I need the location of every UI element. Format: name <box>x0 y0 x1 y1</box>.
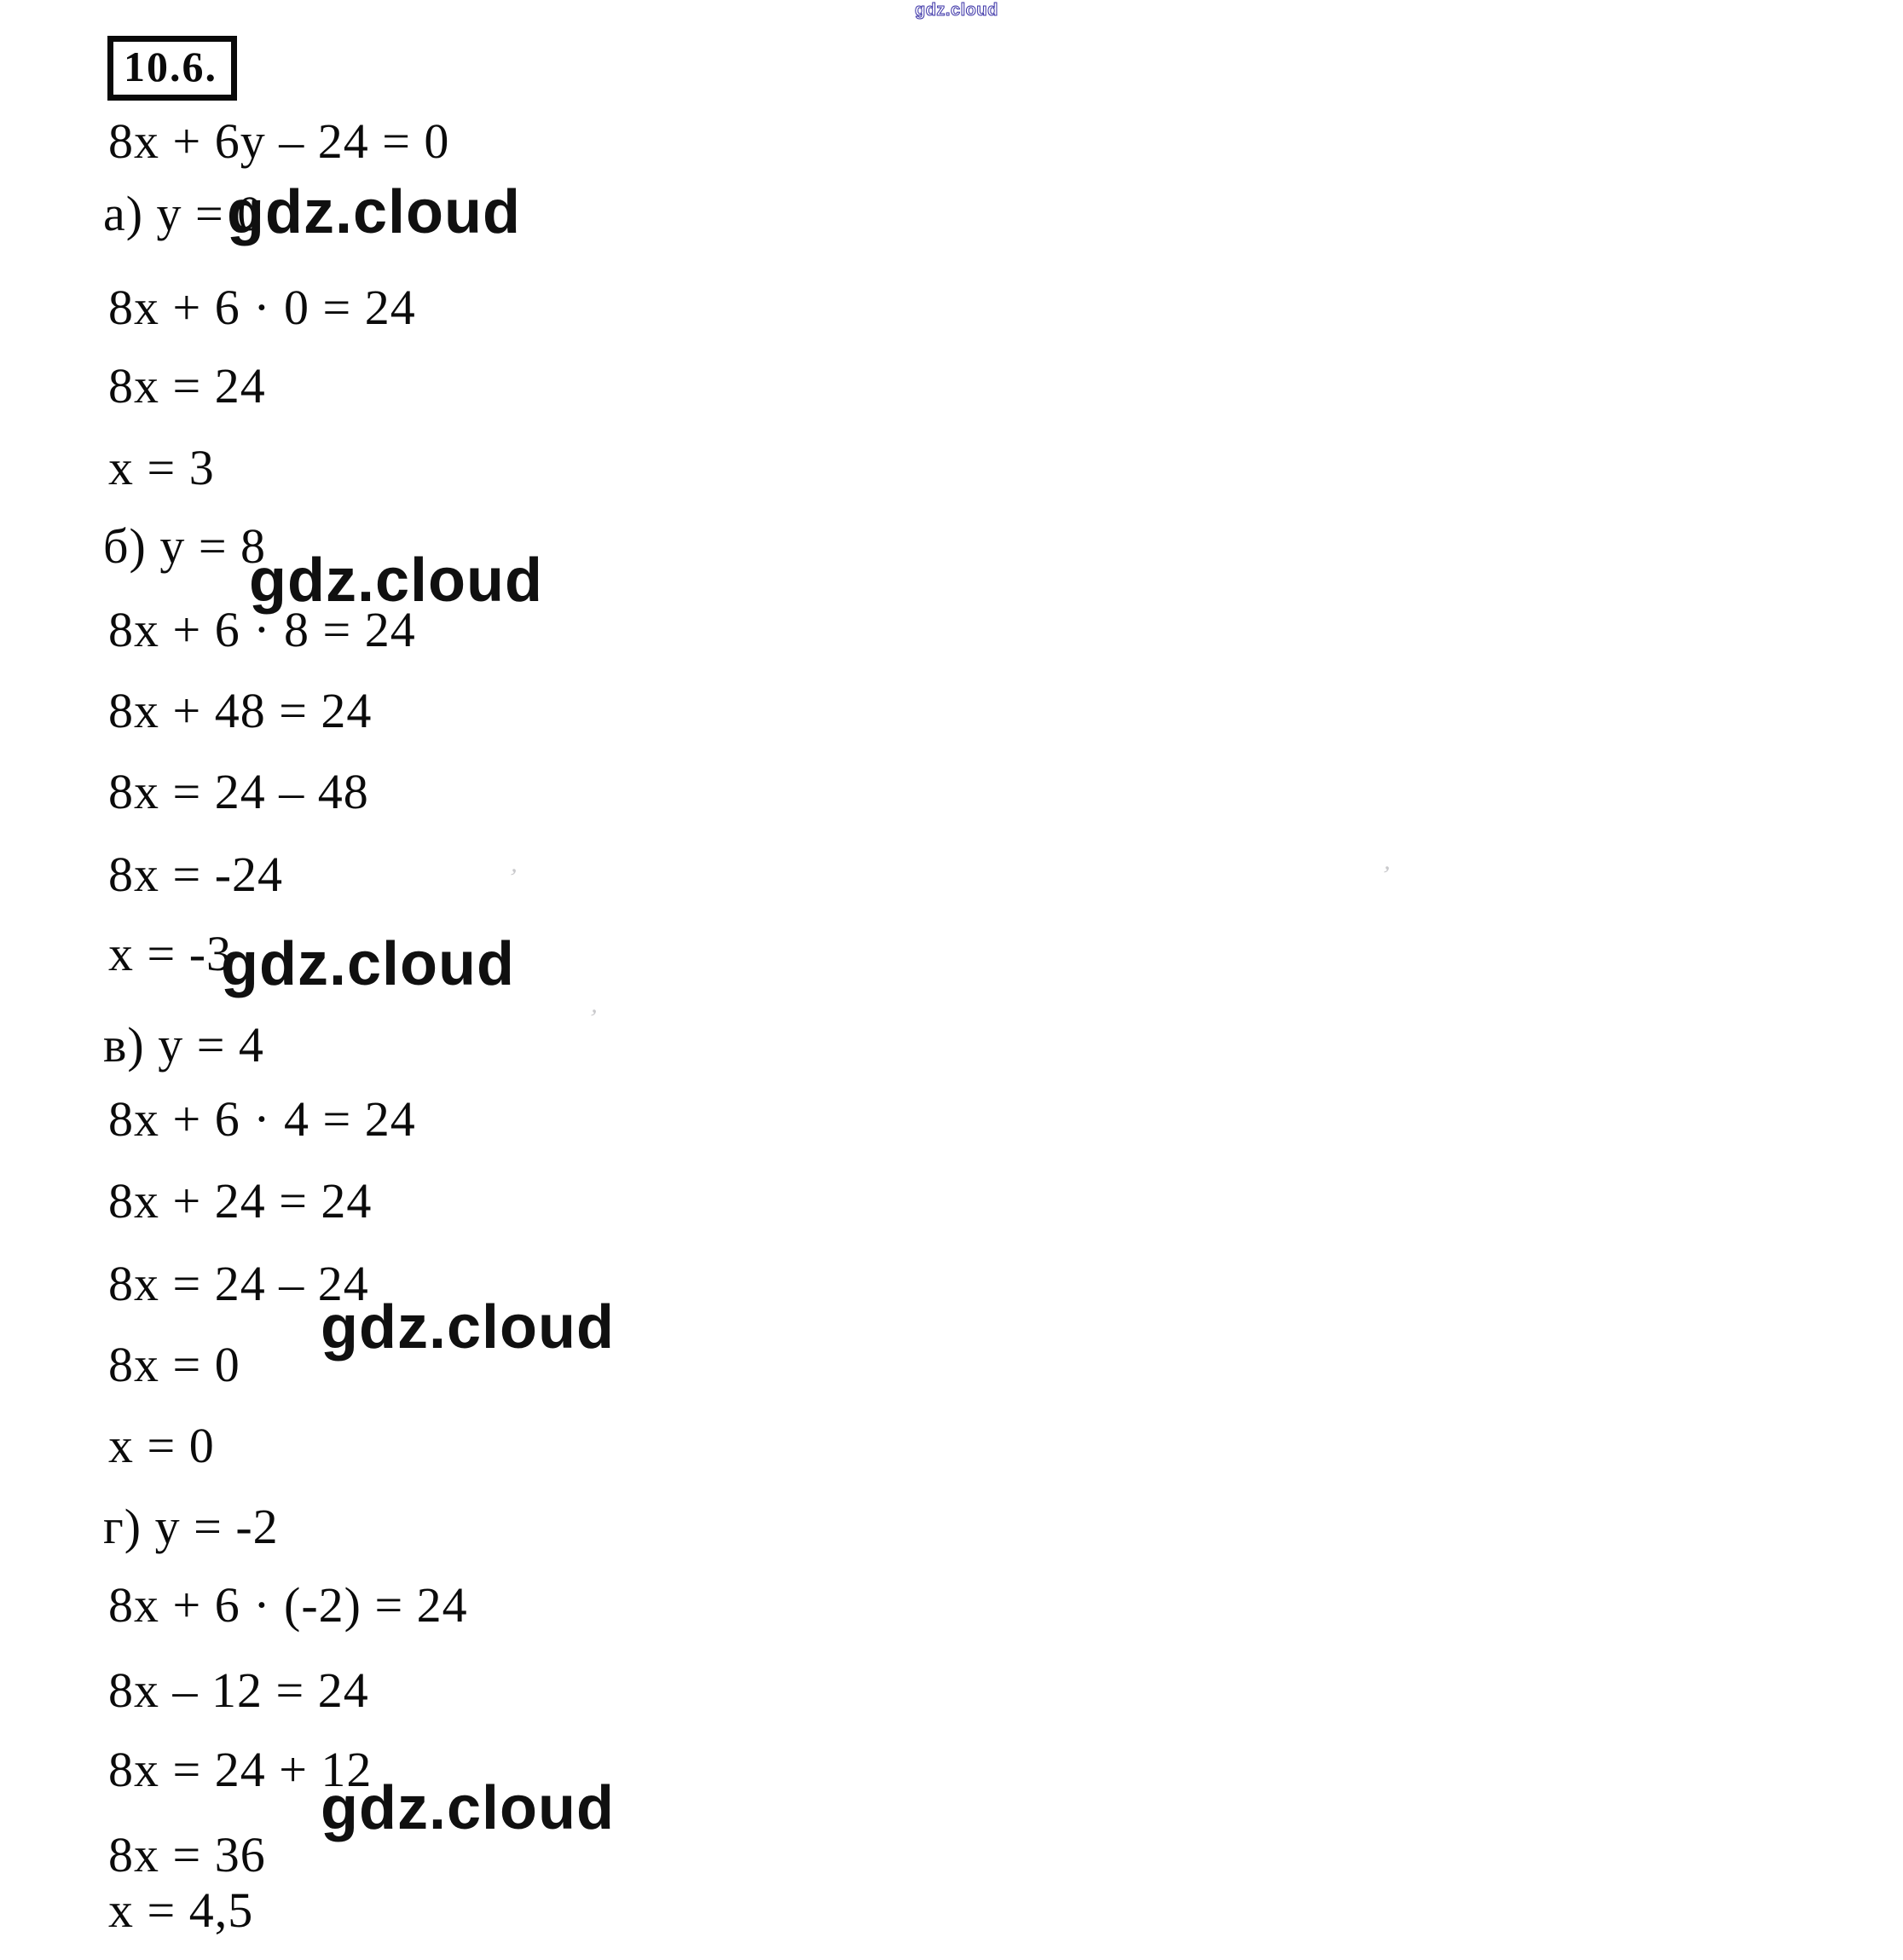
step-line: 8x + 6 · 8 = 24 <box>108 602 416 657</box>
step-line: 8x + 24 = 24 <box>108 1173 373 1229</box>
scan-artifact: ’ <box>505 863 520 893</box>
case-g-heading: г) y = -2 <box>103 1499 279 1554</box>
inline-watermark: gdz.cloud <box>321 1293 615 1362</box>
step-line: 8x – 12 = 24 <box>108 1662 369 1718</box>
step-line: 8x = 24 – 24 <box>108 1256 369 1311</box>
scan-artifact: ’ <box>585 1003 600 1033</box>
step-line: 8x + 6 · 4 = 24 <box>108 1091 416 1147</box>
step-line: 8x = 24 <box>108 358 266 413</box>
step-line: 8x + 48 = 24 <box>108 683 373 738</box>
equation-line: 8x + 6y – 24 = 0 <box>108 113 450 169</box>
case-b-heading: б) y = 8 <box>103 518 267 574</box>
step-line: x = 3 <box>108 440 215 495</box>
case-a-heading: а) y = 0 <box>103 186 263 241</box>
case-v-heading: в) y = 4 <box>103 1017 264 1073</box>
step-line: 8x = -24 <box>108 847 284 902</box>
step-line: 8x + 6 · (-2) = 24 <box>108 1577 468 1633</box>
problem-number-box <box>107 36 237 101</box>
inline-watermark: gdz.cloud <box>227 178 521 246</box>
step-line: x = -3 <box>108 926 233 981</box>
step-line: 8x = 24 – 48 <box>108 764 369 819</box>
inline-watermark: gdz.cloud <box>221 930 515 998</box>
step-line: x = 4,5 <box>108 1882 254 1938</box>
problem-number: 10.6. <box>124 43 217 90</box>
step-line: 8x + 6 · 0 = 24 <box>108 280 416 335</box>
scan-artifact: ’ <box>1378 860 1393 890</box>
top-watermark: gdz.cloud <box>915 1 998 20</box>
step-line: 8x = 36 <box>108 1827 266 1882</box>
step-line: 8x = 0 <box>108 1337 240 1392</box>
step-line: x = 0 <box>108 1418 215 1473</box>
step-line: 8x = 24 + 12 <box>108 1742 373 1797</box>
inline-watermark: gdz.cloud <box>249 546 543 615</box>
inline-watermark: gdz.cloud <box>321 1774 615 1842</box>
